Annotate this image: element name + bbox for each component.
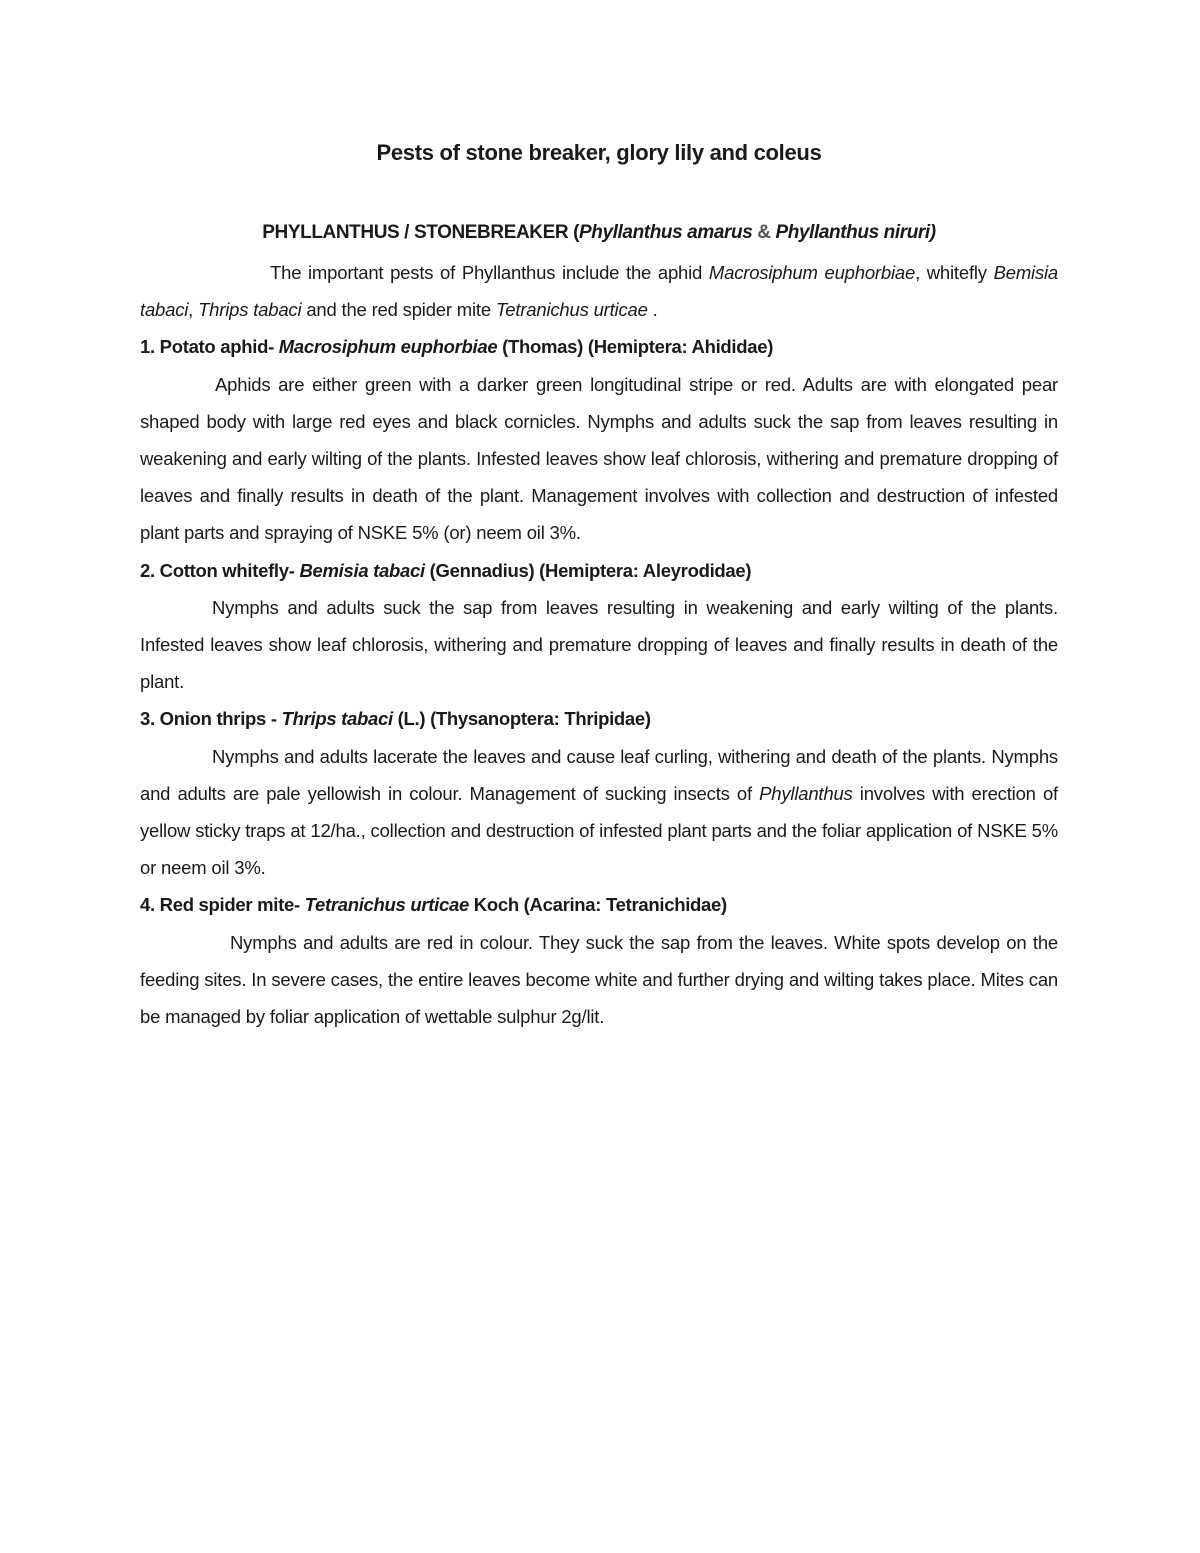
text: involves with erection of yellow sticky traps at 12/ha., collection and destruction of infested plant parts and the foliar application of NSKE 5% or neem oil 3%. [140, 782, 1059, 879]
species-name: Tetranichus urticae [495, 299, 648, 321]
species-name: Bemisia tabaci [299, 559, 425, 581]
pest-heading-3 [140, 700, 1058, 737]
genus-name: Phyllanthus [759, 782, 853, 804]
pest-classification: (L.) (Thysanoptera: Thripidae) [392, 708, 651, 730]
species-name: Phyllanthus niruri) [775, 222, 936, 243]
species-name: Phyllanthus amarus [579, 222, 753, 243]
species-name: Macrosiphum euphorbiae [278, 336, 498, 358]
pest-description-4: Nymphs and adults are red in colour. They suck the sap from the leaves. White spots develop on the feeding sites. In severe cases, the entire leaves become white and further drying and wilting takes place. Mites can be managed by foliar application of wettable sulphur 2g/lit. [140, 931, 1058, 1028]
pest-heading-2 [140, 552, 1058, 589]
pest-classification: (Gennadius) (Hemiptera: Aleyrodidae) [424, 559, 752, 581]
section-heading-prefix: PHYLLANTHUS / STONEBREAKER ( [262, 222, 580, 243]
species-name: Bemisia tabaci [140, 262, 1058, 321]
pest-heading-1 [140, 328, 1058, 365]
pest-description-3 [140, 738, 1058, 887]
ampersand: & [752, 222, 776, 243]
species-name: Macrosiphum euphorbiae [708, 262, 916, 283]
text: , [188, 299, 199, 321]
text: . [647, 299, 658, 321]
text: Nymphs and adults lacerate the leaves and cause leaf curling, withering and death of the plants. Nymphs and adults are pale yellowish in colour. Management of sucking insects of [140, 745, 1058, 804]
species-name: Thrips tabaci [198, 299, 302, 321]
text: The important pests of Phyllanthus include the aphid [270, 262, 709, 283]
pest-classification: Koch (Acarina: Tetranichidae) [468, 894, 727, 916]
pest-description-1: Aphids are either green with a darker green longitudinal stripe or red. Adults are with elongated pear shaped body with large red eyes and black cornicles. Nymphs and adults suck the sap from leaves resulting in weakening and early wilting of the plants. Infested leaves show leaf chlorosis, withering and premature dropping of leaves and finally results in death of the plant. Management involves with collection and destruction of infested plant parts and spraying of NSKE 5% (or) neem oil 3%. [140, 373, 1058, 544]
pest-common-name: 3. Onion thrips - [140, 708, 282, 730]
document-body [140, 254, 1058, 1035]
species-name: Tetranichus urticae [304, 894, 469, 916]
pest-classification: (Thomas) (Hemiptera: Ahididae) [497, 336, 774, 358]
document-title: Pests of stone breaker, glory lily and coleus [376, 140, 822, 165]
pest-common-name: 2. Cotton whitefly- [140, 559, 300, 581]
text: and the red spider mite [301, 299, 496, 321]
pest-common-name: 4. Red spider mite- [140, 894, 305, 916]
pest-description-2: Nymphs and adults suck the sap from leaves resulting in weakening and early wilting of the plants. Infested leaves show leaf chlorosis, withering and premature dropping of leaves and finally results in death of the plant. [140, 596, 1058, 693]
pest-heading-4 [140, 886, 1058, 923]
species-name: Thrips tabaci [281, 708, 393, 730]
section-heading [140, 222, 1058, 244]
text: , whitefly [915, 262, 994, 283]
pest-common-name: 1. Potato aphid- [140, 336, 279, 358]
intro-paragraph [140, 254, 1058, 328]
